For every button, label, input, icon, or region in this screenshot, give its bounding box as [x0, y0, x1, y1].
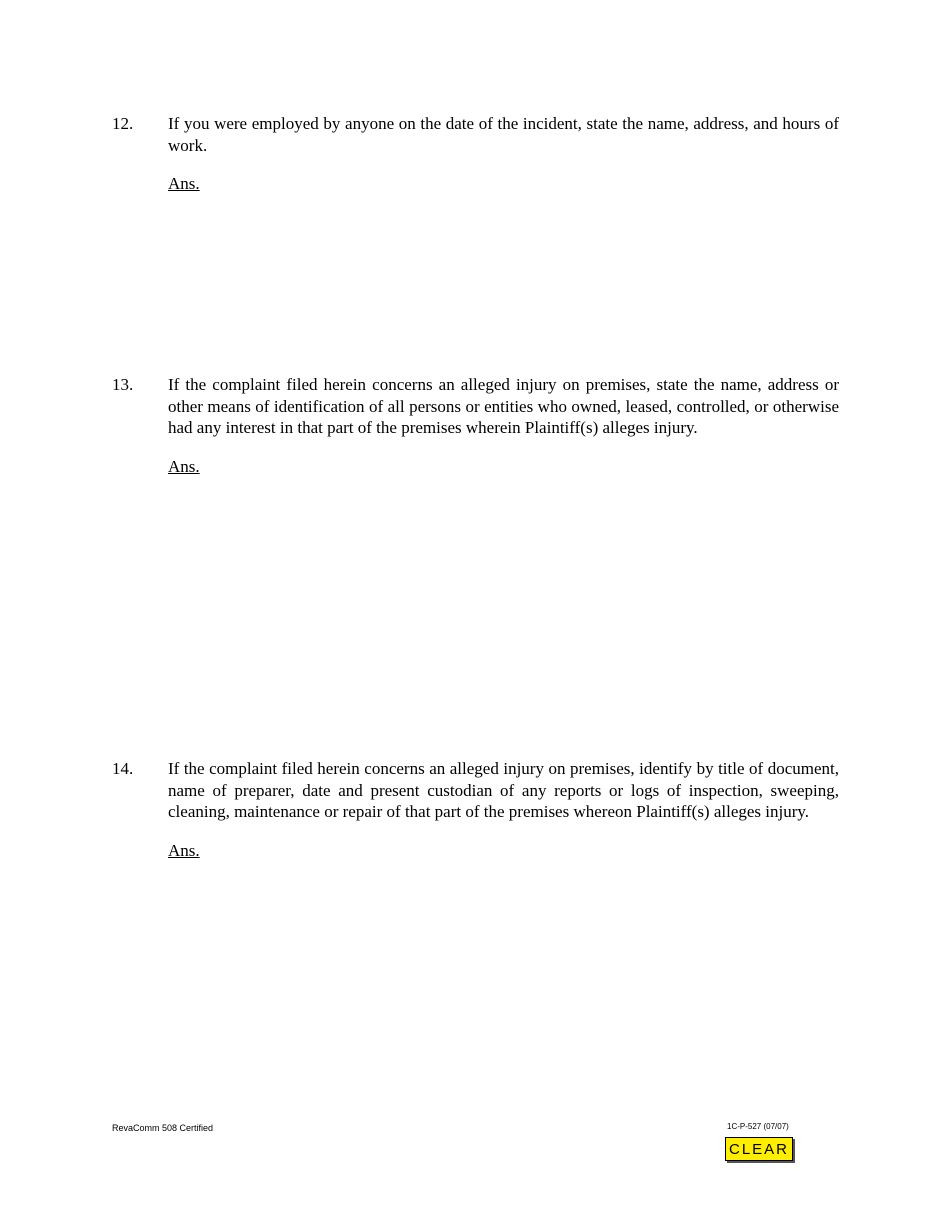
question-text: If the complaint filed herein concerns an alleged injury on premises, identify by title of document, name of preparer, date and present custodian of any reports or logs of inspection, sweeping, cleaning, maintenance or repair of that part of the premises whereon Plaintiff(s) alleges injury. — [168, 759, 839, 821]
answer-label: Ans. — [168, 456, 200, 476]
answer-field[interactable] — [168, 195, 839, 345]
question-14 — [112, 758, 839, 1061]
question-number: 12. — [112, 114, 134, 133]
question-13 — [112, 374, 839, 717]
answer-label: Ans. — [168, 840, 200, 860]
question-number: 13. — [112, 375, 134, 394]
question-number: 14. — [112, 759, 134, 778]
clear-button[interactable]: CLEAR — [725, 1137, 793, 1161]
answer-label: Ans. — [168, 174, 200, 193]
question-text: If you were employed by anyone on the date of the incident, state the name, address, and hours of work. — [168, 114, 839, 155]
certification-text: RevaComm 508 Certified — [112, 1123, 214, 1133]
answer-field[interactable] — [168, 861, 839, 1061]
form-code: 1C-P-527 (07/07) — [727, 1122, 789, 1131]
question-12 — [112, 113, 839, 345]
answer-field[interactable] — [168, 477, 839, 717]
question-text: If the complaint filed herein concerns an alleged injury on premises, state the name, address or other means of identification of all persons or entities who owned, leased, controlled, or otherwise had any interest in that part of the premises wherein Plaintiff(s) alleges injury. — [168, 375, 839, 437]
